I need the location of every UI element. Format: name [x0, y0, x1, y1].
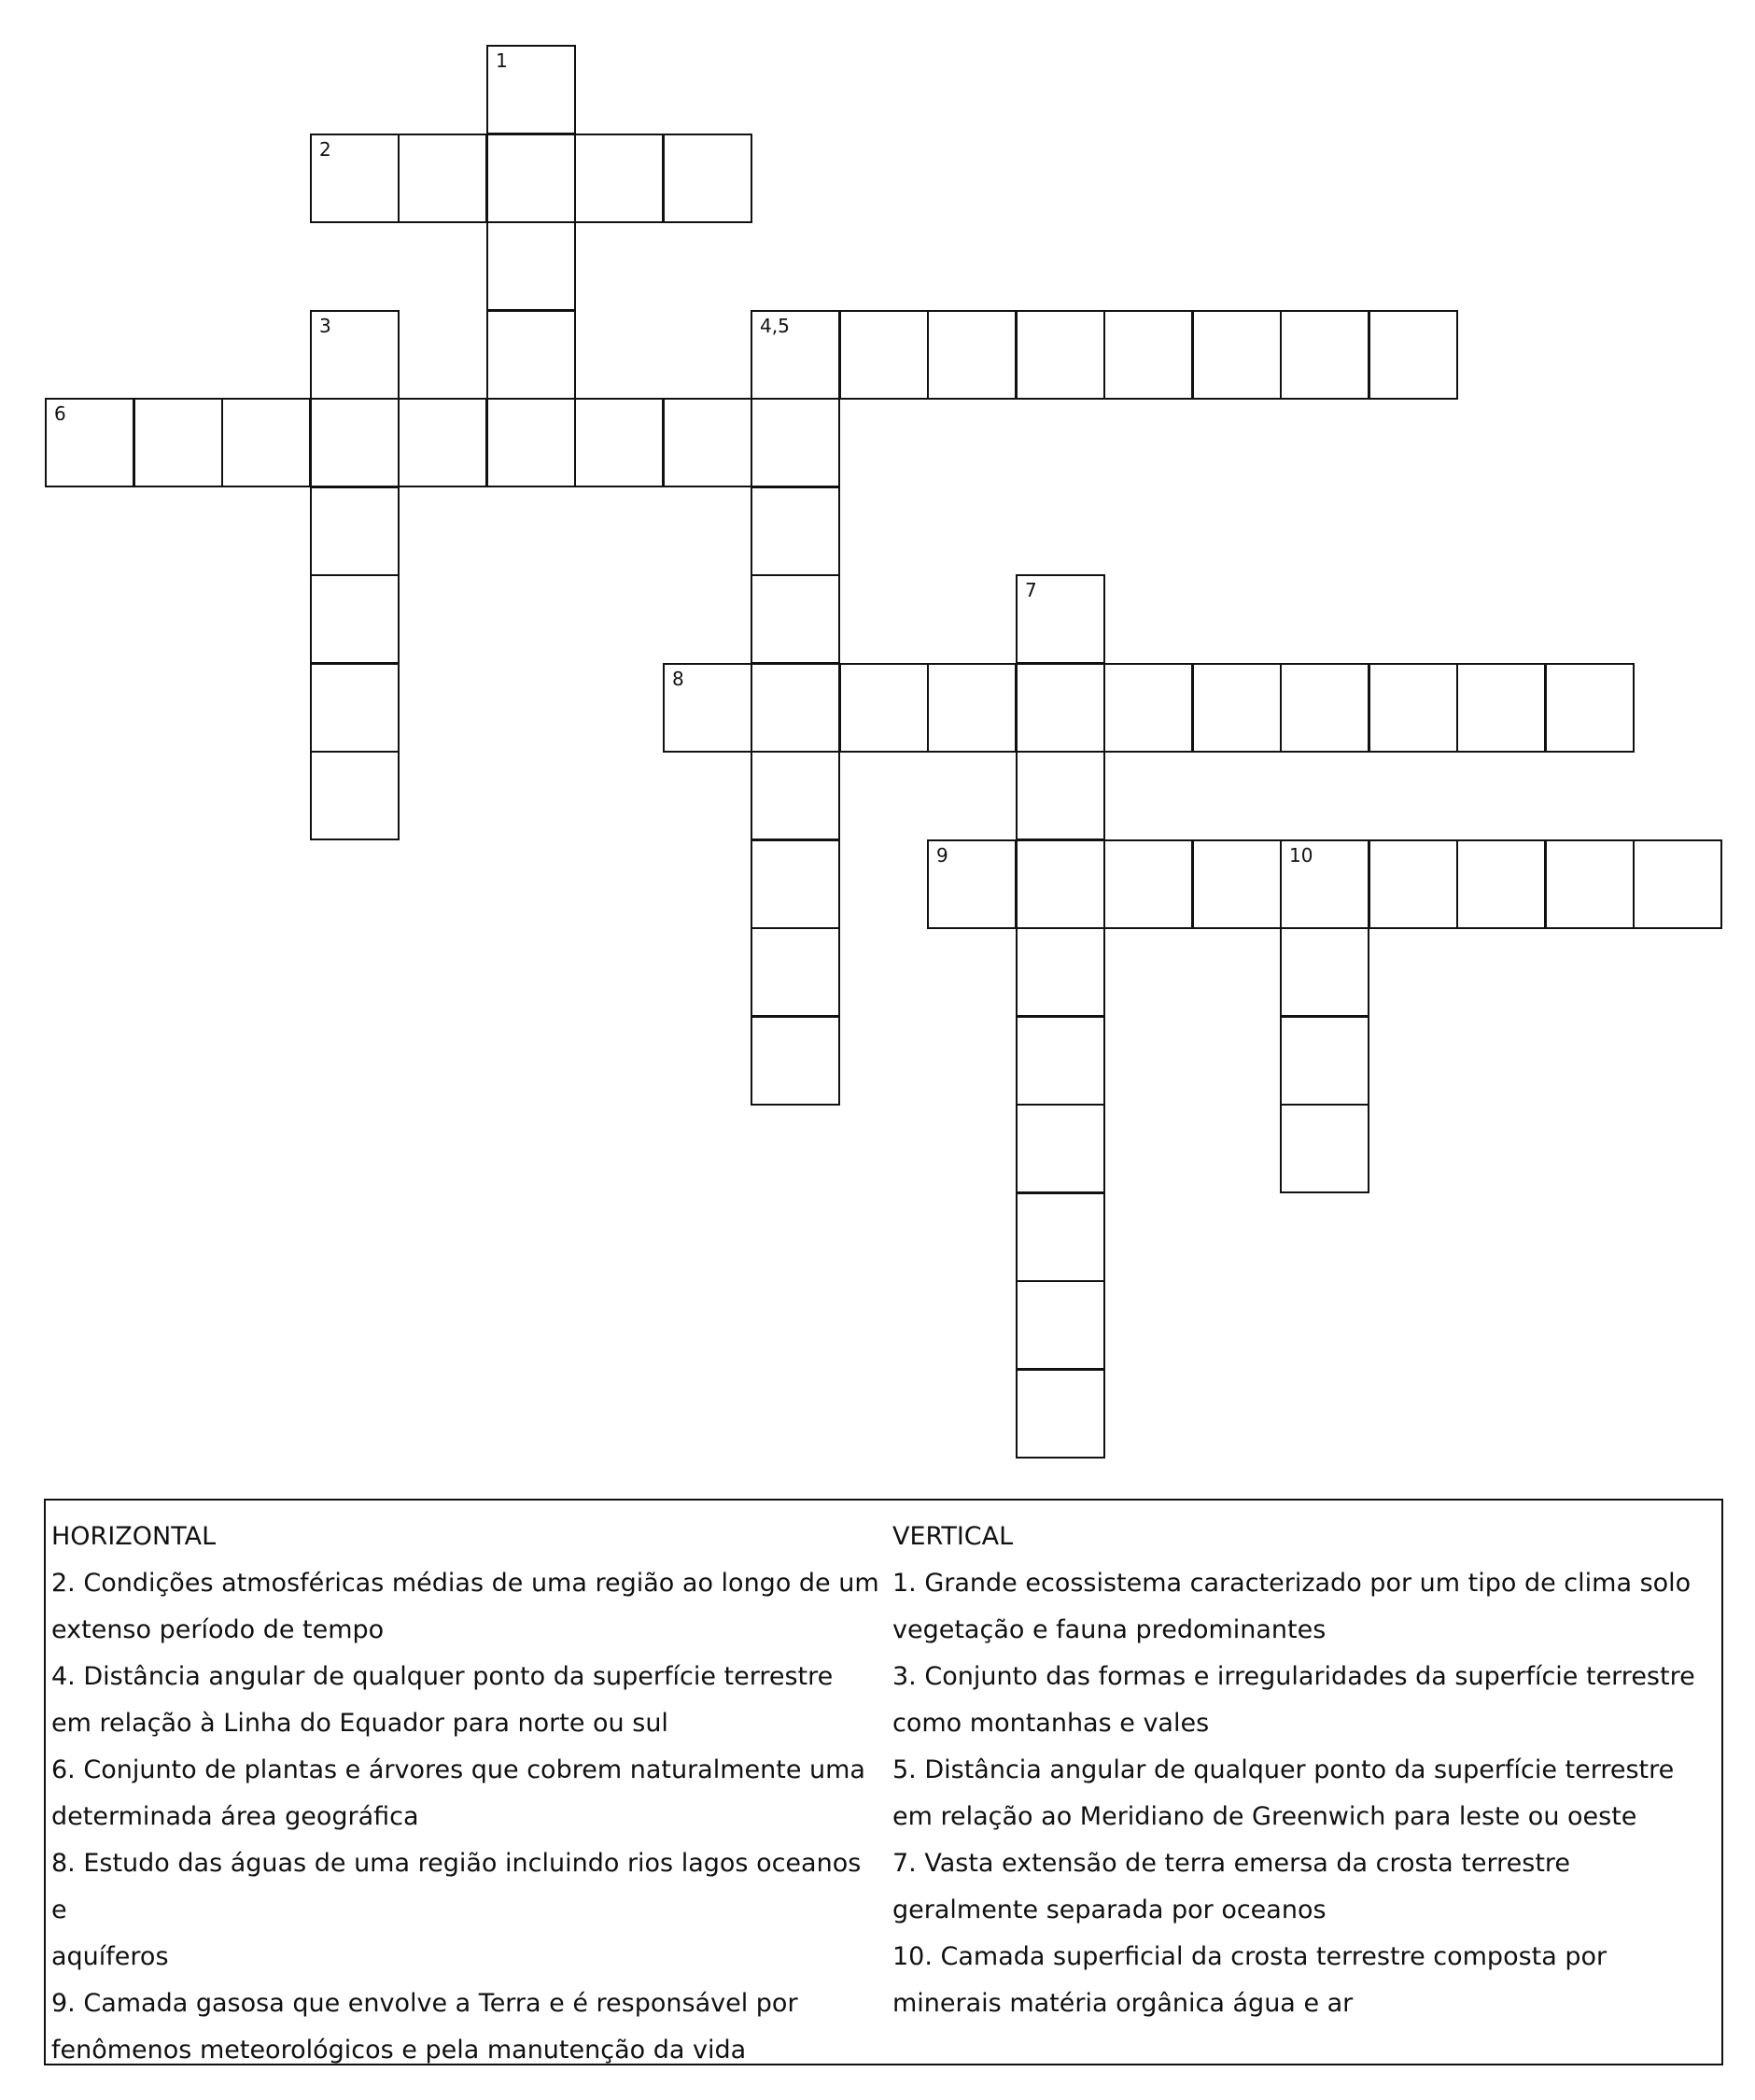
- grid-cell[interactable]: [310, 574, 400, 664]
- grid-cell[interactable]: [1280, 927, 1369, 1017]
- clue-number: 4,5: [760, 315, 790, 337]
- vertical-clue-line: como montanhas e vales: [892, 1709, 1210, 1738]
- grid-cell[interactable]: [486, 45, 576, 134]
- vertical-title: VERTICAL: [892, 1522, 1014, 1551]
- grid-cell[interactable]: [1192, 663, 1282, 753]
- grid-cell[interactable]: [1545, 839, 1635, 929]
- horizontal-clue-line: em relação à Linha do Equador para norte ou sul: [51, 1709, 668, 1738]
- clue-number: 2: [319, 138, 331, 161]
- vertical-clue-line: 5. Distância angular de qualquer ponto da superfície terrestre: [892, 1755, 1675, 1784]
- grid-cell[interactable]: [1369, 663, 1458, 753]
- grid-cell[interactable]: [663, 663, 752, 753]
- clue-number: 9: [936, 844, 948, 867]
- grid-cell[interactable]: [1280, 310, 1369, 400]
- grid-cell[interactable]: [1016, 927, 1105, 1017]
- grid-cell[interactable]: [310, 398, 400, 487]
- grid-cell[interactable]: [398, 134, 487, 223]
- grid-cell[interactable]: [751, 398, 840, 487]
- horizontal-title: HORIZONTAL: [51, 1522, 217, 1551]
- grid-cell[interactable]: [927, 310, 1017, 400]
- grid-cell[interactable]: [310, 310, 400, 400]
- grid-cell[interactable]: [839, 663, 929, 753]
- grid-cell[interactable]: [486, 310, 576, 400]
- grid-cell[interactable]: [1280, 1104, 1369, 1193]
- grid-cell[interactable]: [751, 927, 840, 1017]
- grid-cell[interactable]: [1103, 310, 1193, 400]
- grid-cell[interactable]: [663, 398, 752, 487]
- horizontal-clues: [51, 1514, 882, 2074]
- grid-cell[interactable]: [751, 751, 840, 840]
- clue-number: 3: [319, 315, 331, 337]
- grid-cell[interactable]: [1016, 751, 1105, 840]
- vertical-clue-line: em relação ao Meridiano de Greenwich para leste ou oeste: [892, 1802, 1637, 1831]
- grid-cell[interactable]: [1103, 663, 1193, 753]
- horizontal-clue-line: fenômenos meteorológicos e pela manutenção da vida: [51, 2036, 747, 2065]
- grid-cell[interactable]: [45, 398, 134, 487]
- horizontal-clue-line: determinada área geográfica: [51, 1802, 419, 1831]
- grid-cell[interactable]: [663, 134, 752, 223]
- grid-cell[interactable]: [1280, 839, 1369, 929]
- vertical-clue-line: 10. Camada superficial da crosta terrestre composta por: [892, 1942, 1608, 1971]
- horizontal-clue-line: 2. Condições atmosféricas médias de uma região ao longo de um: [51, 1569, 879, 1598]
- grid-cell[interactable]: [1369, 310, 1458, 400]
- grid-cell[interactable]: [1456, 663, 1546, 753]
- grid-cell[interactable]: [310, 134, 400, 223]
- vertical-clue-line: 7. Vasta extensão de terra emersa da crosta terrestre: [892, 1849, 1571, 1878]
- horizontal-clue-line: extenso período de tempo: [51, 1615, 385, 1644]
- grid-cell[interactable]: [1016, 1104, 1105, 1193]
- grid-cell[interactable]: [1192, 839, 1282, 929]
- clue-number: 8: [672, 668, 684, 690]
- horizontal-clue-line: 4. Distância angular de qualquer ponto da superfície terrestre: [51, 1662, 834, 1691]
- horizontal-clue-line: 6. Conjunto de plantas e árvores que cobrem naturalmente uma: [51, 1755, 865, 1784]
- grid-cell[interactable]: [133, 398, 223, 487]
- grid-cell[interactable]: [1016, 1280, 1105, 1370]
- grid-cell[interactable]: [751, 574, 840, 664]
- grid-cell[interactable]: [1016, 1016, 1105, 1106]
- grid-cell[interactable]: [398, 398, 487, 487]
- grid-cell[interactable]: [751, 663, 840, 753]
- grid-cell[interactable]: [1016, 839, 1105, 929]
- clue-number: 6: [54, 402, 66, 425]
- grid-cell[interactable]: [927, 839, 1017, 929]
- grid-cell[interactable]: [1369, 839, 1458, 929]
- grid-cell[interactable]: [310, 751, 400, 840]
- grid-cell[interactable]: [1016, 663, 1105, 753]
- grid-cell[interactable]: [486, 221, 576, 311]
- clues-box: [44, 1499, 1723, 2065]
- vertical-clues: [892, 1514, 1714, 2027]
- grid-cell[interactable]: [1016, 574, 1105, 664]
- clue-number: 10: [1289, 844, 1313, 867]
- grid-cell[interactable]: [1016, 310, 1105, 400]
- vertical-clue-line: vegetação e fauna predominantes: [892, 1615, 1327, 1644]
- vertical-clue-line: minerais matéria orgânica água e ar: [892, 1989, 1354, 2018]
- grid-cell[interactable]: [1103, 839, 1193, 929]
- grid-cell[interactable]: [310, 663, 400, 753]
- grid-cell[interactable]: [310, 486, 400, 576]
- grid-cell[interactable]: [1456, 839, 1546, 929]
- grid-cell[interactable]: [1280, 663, 1369, 753]
- grid-cell[interactable]: [839, 310, 929, 400]
- vertical-clue-line: 1. Grande ecossistema caracterizado por um tipo de clima solo: [892, 1569, 1692, 1598]
- grid-cell[interactable]: [751, 310, 840, 400]
- grid-cell[interactable]: [1633, 839, 1722, 929]
- grid-cell[interactable]: [751, 839, 840, 929]
- grid-cell[interactable]: [1545, 663, 1635, 753]
- clue-number: 1: [496, 49, 508, 72]
- grid-cell[interactable]: [927, 663, 1017, 753]
- grid-cell[interactable]: [486, 398, 576, 487]
- grid-cell[interactable]: [574, 398, 664, 487]
- grid-cell[interactable]: [1192, 310, 1282, 400]
- vertical-clue-line: geralmente separada por oceanos: [892, 1896, 1327, 1924]
- vertical-clue-line: 3. Conjunto das formas e irregularidades da superfície terrestre: [892, 1662, 1695, 1691]
- grid-cell[interactable]: [221, 398, 311, 487]
- grid-cell[interactable]: [486, 134, 576, 223]
- clue-number: 7: [1025, 579, 1037, 601]
- grid-cell[interactable]: [574, 134, 664, 223]
- grid-cell[interactable]: [1016, 1369, 1105, 1459]
- horizontal-clue-line: 9. Camada gasosa que envolve a Terra e é responsável por: [51, 1989, 798, 2018]
- grid-cell[interactable]: [1280, 1016, 1369, 1106]
- horizontal-clue-line: aquíferos: [51, 1942, 169, 1971]
- grid-cell[interactable]: [751, 486, 840, 576]
- grid-cell[interactable]: [1016, 1192, 1105, 1282]
- horizontal-clue-line: 8. Estudo das águas de uma região incluindo rios lagos oceanos e: [51, 1849, 862, 1924]
- grid-cell[interactable]: [751, 1016, 840, 1106]
